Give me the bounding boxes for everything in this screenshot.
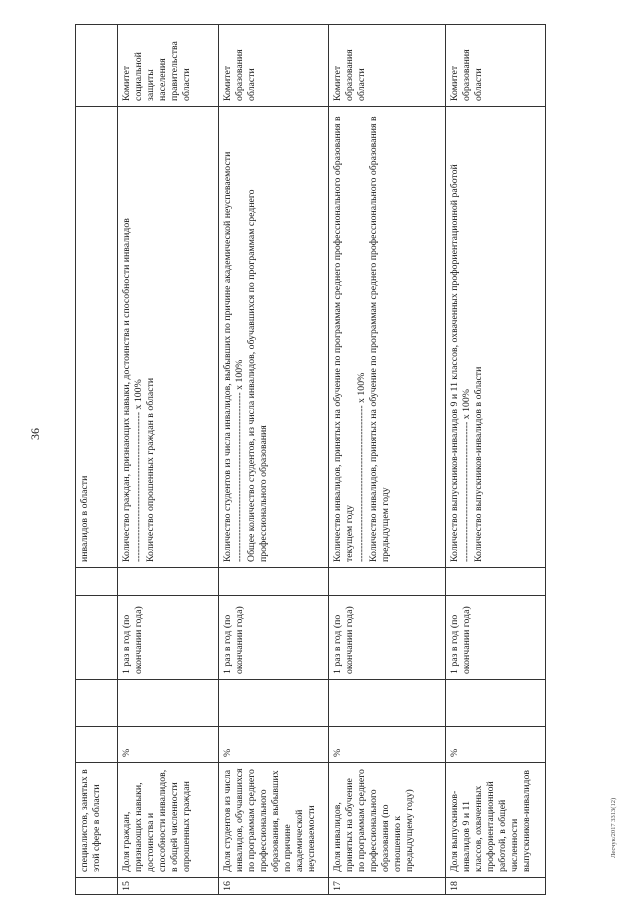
formula-numerator: Количество инвалидов, принятых на обучение по программам среднего профессионального образования в текущем году [332,116,355,562]
formula-fraction-line: ---------------------------------------------------- х 100% [233,359,245,562]
cell-empty [446,568,546,596]
cell-empty [219,568,329,596]
cell-num [76,878,118,895]
cell-formula: инвалидов в области [76,107,118,568]
cell-formula [329,107,446,568]
cell-responsible: Комитет образования области [446,25,546,107]
document-reference: Лесчук/2017 3313(12) [610,797,617,858]
cell-formula [219,107,329,568]
cell-responsible: Комитет социальной защиты населения правительства области [118,25,219,107]
cell-unit: % [446,727,546,763]
cell-indicator: специалистов, занятых в этой сфере в области [76,763,118,878]
table-row [118,25,219,895]
table-row [446,25,546,895]
cell-formula [446,107,546,568]
cell-unit: % [329,727,446,763]
formula-denominator: Количество выпускников-инвалидов в области [472,366,484,562]
cell-indicator: Доля инвалидов, принятых на обучение по программам среднего профессионального образования (по отношению к предыдущему году) [329,763,446,878]
cell-responsible: Комитет образования области [329,25,446,107]
cell-baseline [329,680,446,727]
indicators-table [75,24,546,895]
cell-unit: % [118,727,219,763]
cell-frequency: 1 раз в год (по окончании года) [219,596,329,680]
cell-frequency [76,596,118,680]
cell-indicator: Доля выпускников-инвалидов 9 и 11 классов, охваченных профориентационной работой, в общей численности выпускников-инвалидов [446,763,546,878]
cell-indicator: Доля граждан, признающих навыки, достоинства и способности инвалидов, в общей численности опрошенных граждан [118,763,219,878]
rotated-table-wrapper [75,25,545,895]
formula-fraction-line: ------------------------------------------- х 100% [460,389,472,562]
cell-baseline [219,680,329,727]
cell-formula [118,107,219,568]
cell-frequency: 1 раз в год (по окончании года) [446,596,546,680]
cell-unit [76,727,118,763]
cell-num: 16 [219,878,329,895]
cell-frequency: 1 раз в год (по окончании года) [329,596,446,680]
cell-indicator: Доля студентов из числа инвалидов, обучавшихся по программам среднего профессионального образования, выбывших по причине академической неуспеваемости [219,763,329,878]
cell-baseline [76,680,118,727]
cell-num: 15 [118,878,219,895]
cell-frequency: 1 раз в год (по окончании года) [118,596,219,680]
cell-num: 17 [329,878,446,895]
cell-empty [118,568,219,596]
page-number: 36 [28,428,42,440]
formula-numerator: Количество выпускников-инвалидов 9 и 11 классов, охваченных профориентационной работой [449,164,460,562]
cell-baseline [118,680,219,727]
formula-numerator: Количество студентов из числа инвалидов, выбывших по причине академической неуспеваемости [222,151,233,562]
formula-denominator: Количество инвалидов, принятых на обучение по программам среднего профессионального образования в предыдущем году [367,116,391,562]
cell-unit: % [219,727,329,763]
formula-numerator: Количество граждан, признающих навыки, достоинства и способности инвалидов [121,218,132,562]
table-row [329,25,446,895]
table-row-continuation [76,25,118,895]
formula-fraction-line: ---------------------------------------------- х 100% [132,379,144,562]
cell-empty [76,568,118,596]
cell-responsible [76,25,118,107]
cell-num: 18 [446,878,546,895]
cell-empty [329,568,446,596]
cell-responsible: Комитет образования области [219,25,329,107]
cell-baseline [446,680,546,727]
formula-denominator: Количество опрошенных граждан в области [144,377,156,562]
table-row [219,25,329,895]
formula-denominator: Общее количество студентов, из числа инвалидов, обучавшихся по программам среднего профессионального образования [245,189,269,562]
formula-fraction-line: ------------------------------------------------ х 100% [355,372,367,562]
